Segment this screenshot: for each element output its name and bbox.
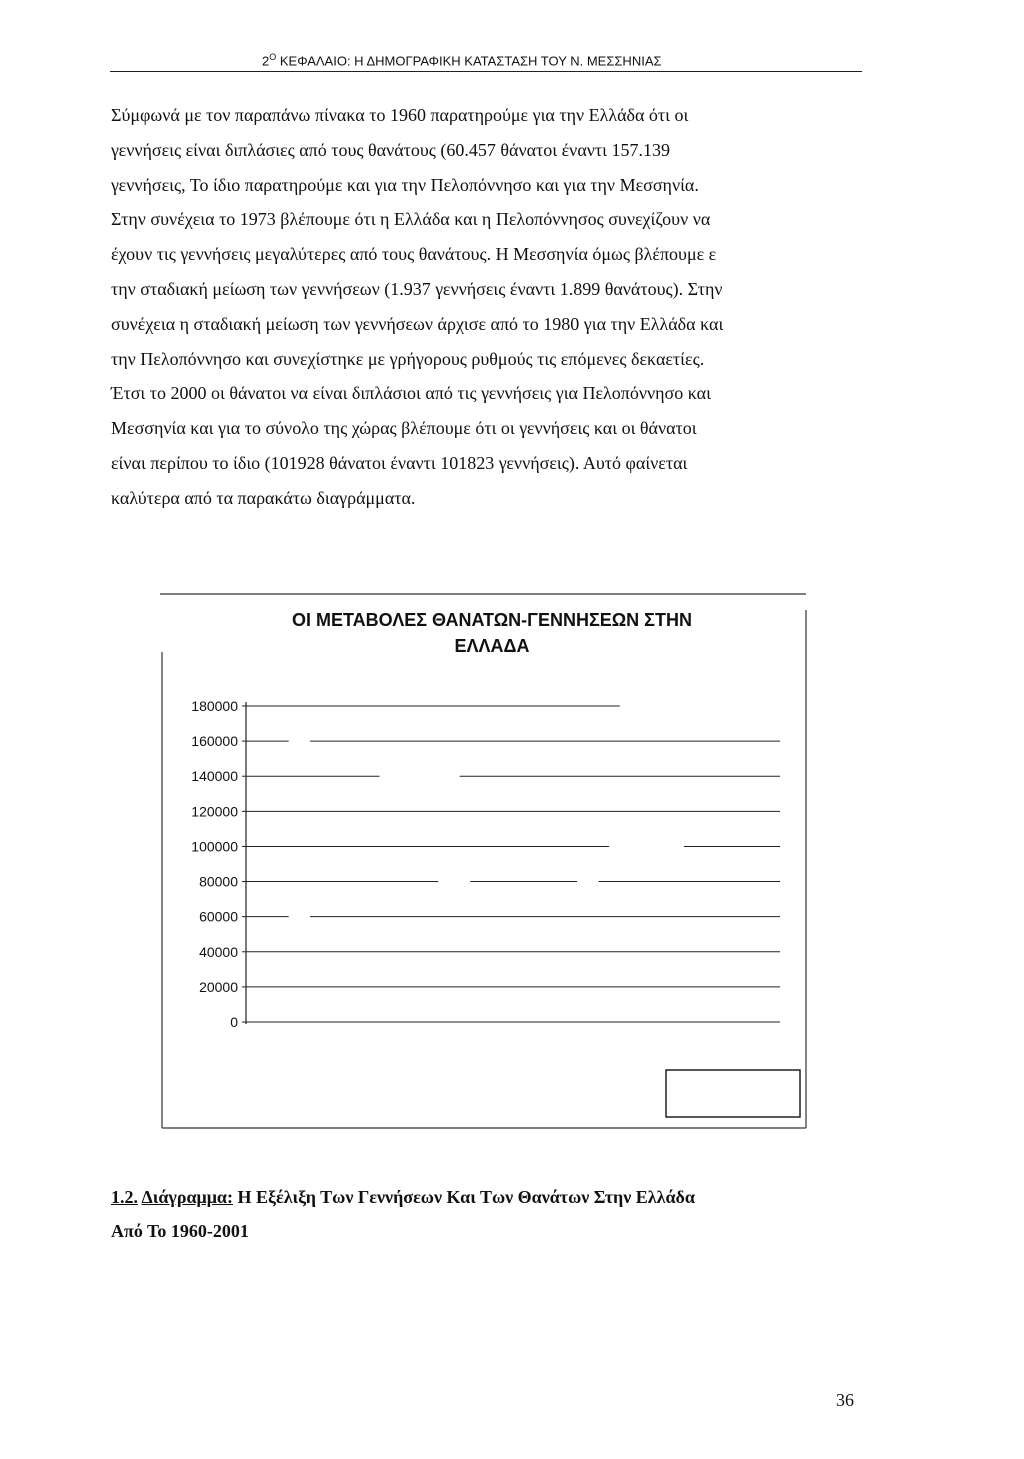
y-tick-label: 60000 bbox=[199, 908, 238, 925]
y-tick-label: 20000 bbox=[199, 978, 238, 995]
caption-number: 1.2. bbox=[111, 1187, 138, 1207]
plot-area bbox=[191, 698, 780, 1030]
header-rule bbox=[110, 71, 862, 72]
y-tick-label: 160000 bbox=[191, 733, 238, 750]
page-number: 36 bbox=[836, 1390, 854, 1410]
chart bbox=[160, 590, 810, 1130]
y-tick-label: 100000 bbox=[191, 838, 238, 855]
body-paragraph: Σύμφωνά με τον παραπάνω πίνακα το 1960 παρατηρούμε για την Ελλάδα ότι οι γεννήσεις είναι διπλάσιες από τους θανάτους (60.457 θάνατοι έναντι 157.139 γεννήσεις, Το ίδιο παρατηρούμε και για την Πελοπόννησο και για την Μεσσηνία. Στην συνέχεια το 1973 βλέπουμε ότι η Ελλάδα και η Πελοπόννησος συνεχίζουν να έχουν τις γεννήσεις μεγαλύτερες από τους θανάτους. Η Μεσσηνία όμως βλέπουμε ε την σταδιακή μείωση των γεννήσεων (1.937 γεννήσεις έναντι 1.899 θανάτους). Στην συνέχεια η σταδιακή μείωση των γεννήσεων άρχισε από το 1980 για την Ελλάδα και την Πελοπόννησο και συνεχίστηκε με γρήγορους ρυθμούς τις επόμενες δεκαετίες. Έτσι το 2000 οι θάνατοι να είναι διπλάσιοι από τις γεννήσεις για Πελοπόννησο και Μεσσηνία και για το σύνολο της χώρας βλέπουμε ότι οι γεννήσεις και οι θάνατοι είναι περίπου το ίδιο (101928 θάνατοι έναντι 101823 γεννήσεις). Αυτό φαίνεται καλύτερα από τα παρακάτω διαγράμματα. bbox=[111, 105, 724, 508]
y-tick-label: 40000 bbox=[199, 943, 238, 960]
running-header-text bbox=[262, 52, 662, 68]
running-title: ΚΕΦΑΛΑΙΟ: Η ΔΗΜΟΓΡΑΦΙΚΗ ΚΑΤΑΣΤΑΣΗ ΤΟΥ Ν. ΜΕΣΣΗΝΙΑΣ bbox=[276, 53, 662, 69]
chapter-number: 2 bbox=[262, 53, 270, 69]
caption-text-1: Η Εξέλιξη Των Γεννήσεων Και Των Θανάτων Στην Ελλάδα bbox=[232, 1187, 695, 1207]
caption-label: Διάγραμμα: bbox=[141, 1187, 233, 1207]
running-header bbox=[0, 50, 1024, 70]
chart-title-line-1: ΟΙ ΜΕΤΑΒΟΛΕΣ ΘΑΝΑΤΩΝ-ΓΕΝΝΗΣΕΩΝ ΣΤΗΝ bbox=[292, 610, 692, 630]
chapter-superscript: Ο bbox=[269, 52, 277, 62]
y-tick-label: 120000 bbox=[191, 803, 238, 820]
caption-line-2: Από Το 1960-2001 bbox=[111, 1221, 249, 1241]
y-tick-label: 80000 bbox=[199, 873, 238, 890]
y-tick-label: 180000 bbox=[191, 698, 238, 714]
y-tick-label: 0 bbox=[230, 1014, 238, 1030]
chart-svg bbox=[160, 590, 810, 1130]
chart-title-line-2: ΕΛΛΑΔΑ bbox=[454, 636, 530, 656]
caption-line-1 bbox=[111, 1180, 871, 1214]
y-tick-label: 140000 bbox=[191, 768, 238, 785]
legend-box bbox=[666, 1070, 800, 1117]
figure-caption bbox=[111, 1180, 871, 1248]
